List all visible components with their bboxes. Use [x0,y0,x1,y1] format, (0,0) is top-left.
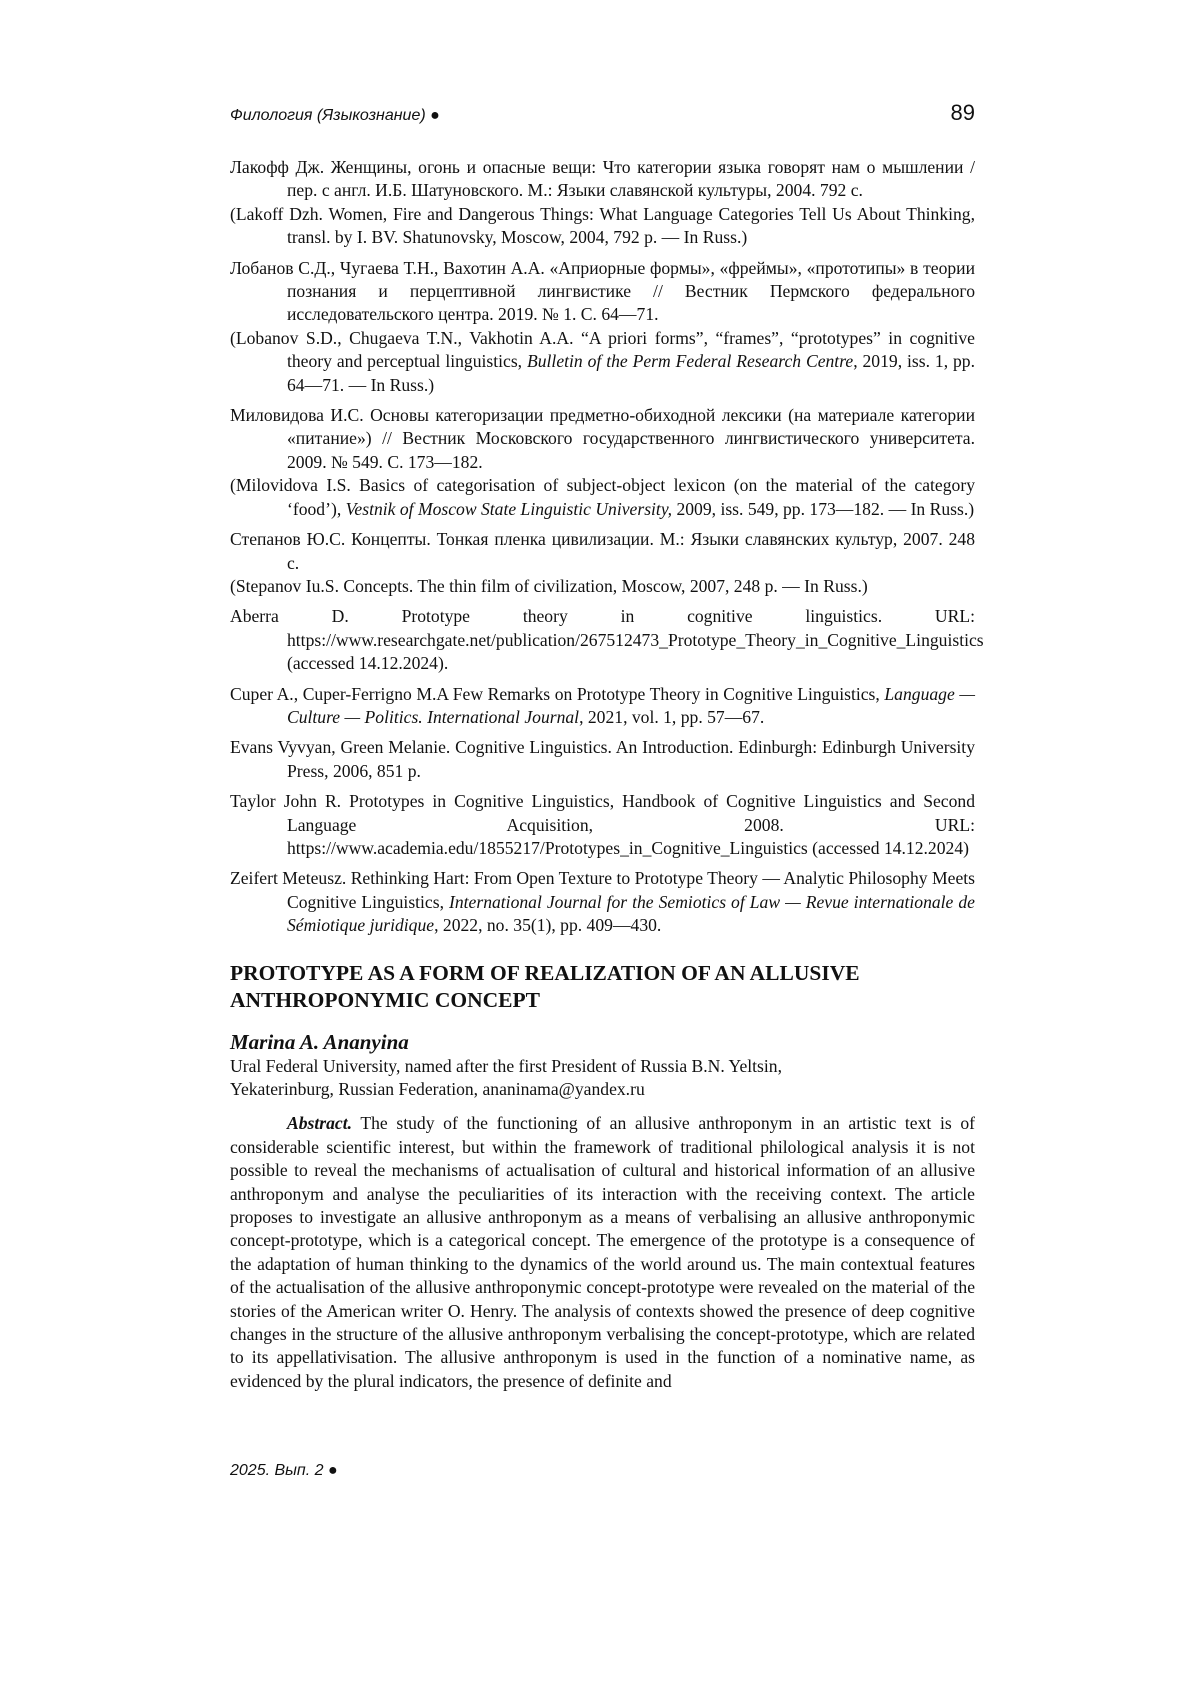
reference-item: Cuper A., Cuper-Ferrigno M.A Few Remarks on Prototype Theory in Cognitive Linguistics, Language — Culture — Politics. International Journal, 2021, vol. 1, pp. 57—67. [230,683,975,730]
reference-item: Taylor John R. Prototypes in Cognitive Linguistics, Handbook of Cognitive Linguistics and Second Language Acquisition, 2008. URL: https://www.academia.edu/1855217/Prototypes_in_Cognitive_Linguistics (accessed 14.12.2024) [230,790,975,860]
section-title: Филология (Языкознание) ● [230,107,440,125]
author-name: Marina A. Ananyina [230,1030,975,1055]
reference-item: Zeifert Meteusz. Rethinking Hart: From Open Texture to Prototype Theory — Analytic Philosophy Meets Cognitive Linguistics, International Journal for the Semiotics of Law — Revue internationale de Sémiotique juridique, 2022, no. 35(1), pp. 409—430. [230,867,975,937]
author-affiliation: Ural Federal University, named after the first President of Russia B.N. Yeltsin, Yekaterinburg, Russian Federation, ananinama@yandex.ru [230,1055,975,1102]
reference-item: Лобанов С.Д., Чугаева Т.Н., Вахотин А.А. «Априорные формы», «фреймы», «прототипы» в теории познания и перцептивной лингвистике // Вестник Пермского федерального исследовательского центра. 2019. № 1. С. 64—71. [230,257,975,327]
abstract-label: Abstract. [287,1113,352,1133]
abstract-text: The study of the functioning of an allusive anthroponym in an artistic text is of considerable scientific interest, but within the framework of traditional philological analysis it is not possible to reveal the mechanisms of actualisation of cultural and historical information of an allusive anthroponym and analyse the peculiarities of its interaction with the receiving context. The article proposes to investigate an allusive anthroponym as a means of verbalising an allusive anthroponymic concept-prototype, which is a categorical concept. The emergence of the prototype is a consequence of the adaptation of human thinking to the dynamics of the world around us. The main contextual features of the actualisation of the allusive anthroponymic concept-prototype were revealed on the material of the stories of the American writer O. Henry. The analysis of contexts showed the presence of deep cognitive changes in the structure of the allusive anthroponym verbalising the concept-prototype, which are related to its appellativisation. The allusive anthroponym is used in the function of a nominative name, as evidenced by the plural indicators, the presence of definite and [230,1113,975,1390]
reference-item: (Stepanov Iu.S. Concepts. The thin film of civilization, Moscow, 2007, 248 p. — In Russ.) [230,575,975,598]
running-header [230,100,975,126]
reference-item: (Lakoff Dzh. Women, Fire and Dangerous Things: What Language Categories Tell Us About Thinking, transl. by I. BV. Shatunovsky, Moscow, 2004, 792 p. — In Russ.) [230,203,975,250]
page-number: 89 [951,100,975,126]
reference-item: Aberra D. Prototype theory in cognitive linguistics. URL: https://www.researchgate.net/publication/267512473_Prototype_Theory_in_Cognitive_Linguistics (accessed 14.12.2024). [230,605,975,675]
reference-item: Лакофф Дж. Женщины, огонь и опасные вещи: Что категории языка говорят нам о мышлении / пер. с англ. И.Б. Шатуновского. М.: Языки славянской культуры, 2004. 792 с. [230,156,975,203]
abstract-paragraph [230,1112,975,1393]
page-content [230,156,975,1393]
reference-item: (Lobanov S.D., Chugaeva T.N., Vakhotin A.A. “A priori forms”, “frames”, “prototypes” in cognitive theory and perceptual linguistics, Bulletin of the Perm Federal Research Centre, 2019, iss. 1, pp. 64—71. — In Russ.) [230,327,975,397]
article-title: PROTOTYPE AS A FORM OF REALIZATION OF AN ALLUSIVE ANTHROPONYMIC CONCEPT [230,960,975,1014]
reference-item: Evans Vyvyan, Green Melanie. Cognitive Linguistics. An Introduction. Edinburgh: Edinburgh University Press, 2006, 851 p. [230,736,975,783]
reference-list [230,156,975,938]
running-footer: 2025. Вып. 2 ● [230,1462,338,1480]
reference-item: Степанов Ю.С. Концепты. Тонкая пленка цивилизации. М.: Языки славянских культур, 2007. 248 с. [230,528,975,575]
reference-item: (Milovidova I.S. Basics of categorisation of subject-object lexicon (on the material of the category ‘food’), Vestnik of Moscow State Linguistic University, 2009, iss. 549, pp. 173—182. — In Russ.) [230,474,975,521]
reference-item: Миловидова И.С. Основы категоризации предметно-обиходной лексики (на материале категории «питание») // Вестник Московского государственного лингвистического университета. 2009. № 549. С. 173—182. [230,404,975,474]
